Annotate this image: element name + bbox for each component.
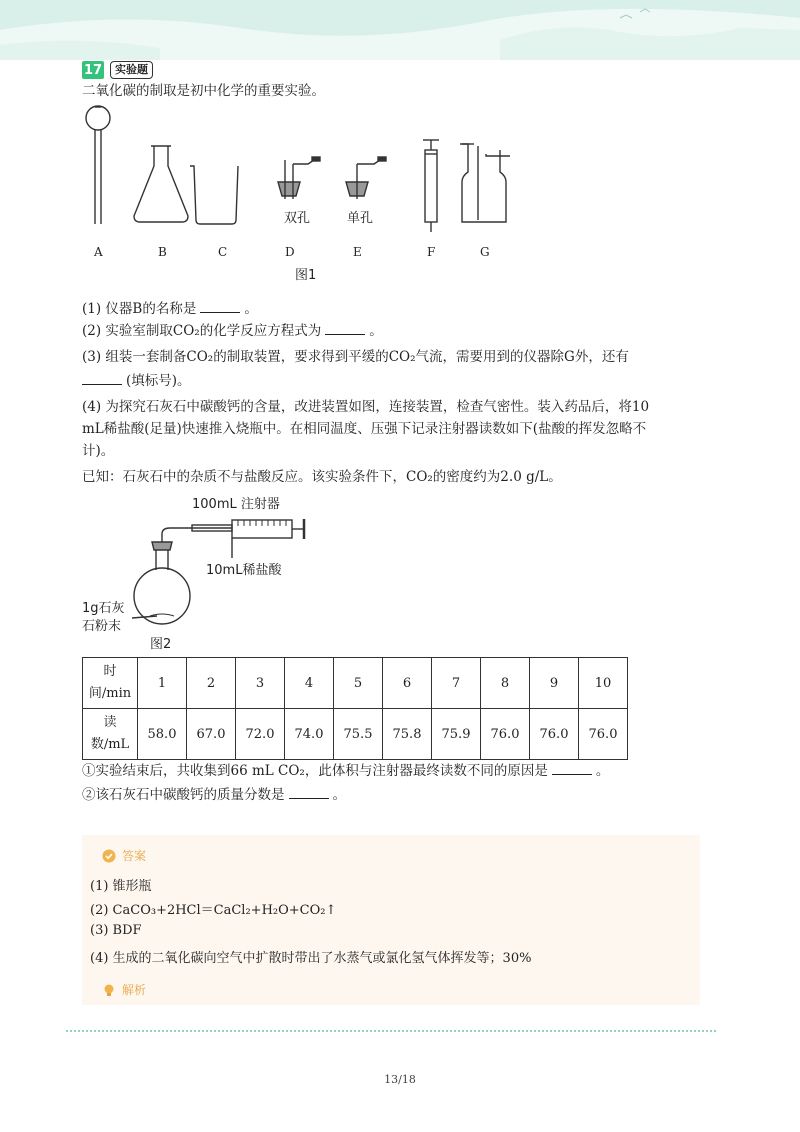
question-4-line-3: 计)。 — [82, 443, 115, 459]
svg-text:A: A — [94, 245, 103, 259]
question-4-line-2: mL稀盐酸(足量)快速推入烧瓶中。在相同温度、压强下记录注射器读数如下(盐酸的挥发忽略不 — [82, 421, 647, 437]
table-header-time: 时 间/min — [83, 658, 138, 709]
table-cell: 6 — [383, 658, 432, 709]
svg-text:F: F — [427, 245, 436, 259]
page-number: 13/18 — [384, 1073, 416, 1086]
sub-question-2: ②该石灰石中碳酸钙的质量分数是 。 — [82, 787, 346, 803]
table-cell: 5 — [334, 658, 383, 709]
sub-question-1: ①实验结束后，共收集到66 mL CO₂，此体积与注射器最终读数不同的原因是 。 — [82, 763, 610, 779]
answer-panel — [82, 835, 700, 1005]
apparatus-a-funnel — [86, 106, 110, 224]
figure-2-apparatus — [82, 488, 342, 653]
answer-blank-3 — [82, 372, 122, 385]
table-cell: 76.0 — [481, 709, 530, 760]
question-2: (2) 实验室制取CO₂的化学反应方程式为 。 — [82, 323, 383, 339]
table-cell: 7 — [432, 658, 481, 709]
question-number: 17 — [83, 62, 103, 78]
question-3-line-1: (3) 组装一套制备CO₂的制取装置，要求得到平缓的CO₂气流，需要用到的仪器除G外，还有 — [82, 349, 629, 365]
svg-text:双孔: 双孔 — [284, 211, 311, 226]
apparatus-e-stopper — [346, 157, 386, 199]
analysis-label: 解析 — [102, 981, 146, 998]
question-3-line-2: (填标号)。 — [82, 370, 191, 392]
answer-line-2: (2) CaCO₃+2HCl＝CaCl₂+H₂O+CO₂↑ — [90, 903, 337, 918]
table-cell: 10 — [579, 658, 628, 709]
table-cell: 3 — [236, 658, 285, 709]
header-banner — [0, 0, 800, 60]
answer-line-3: (3) BDF — [90, 923, 142, 938]
table-cell: 9 — [530, 658, 579, 709]
answer-blank-5 — [289, 786, 329, 799]
table-cell: 8 — [481, 658, 530, 709]
answer-line-4: (4) 生成的二氧化碳向空气中扩散时带出了水蒸气或氯化氢气体挥发等；30% — [90, 951, 532, 966]
table-cell: 67.0 — [187, 709, 236, 760]
table-cell: 74.0 — [285, 709, 334, 760]
svg-text:C: C — [218, 245, 228, 259]
svg-text:B: B — [158, 245, 167, 259]
check-badge-icon — [102, 849, 116, 863]
question-4-line-1: (4) 为探究石灰石中碳酸钙的含量，改进装置如图，连接装置，检查气密性。装入药品后，将10 — [82, 399, 650, 415]
answer-blank-1 — [200, 300, 240, 313]
svg-text:D: D — [285, 245, 295, 259]
question-1: (1) 仪器B的名称是 。 — [82, 301, 258, 317]
table-cell: 76.0 — [530, 709, 579, 760]
apparatus-b-flask — [134, 146, 188, 222]
apparatus-c-beaker — [190, 166, 238, 224]
question-header — [82, 60, 153, 80]
svg-text:E: E — [353, 245, 362, 259]
question-intro: 二氧化碳的制取是初中化学的重要实验。 — [82, 83, 325, 99]
answer-blank-4 — [552, 762, 592, 775]
svg-text:单孔: 单孔 — [347, 211, 374, 226]
table-cell: 58.0 — [138, 709, 187, 760]
known-condition: 已知：石灰石中的杂质不与盐酸反应。该实验条件下，CO₂的密度约为2.0 g/L。 — [82, 469, 562, 485]
svg-text:10mL稀盐酸: 10mL稀盐酸 — [206, 563, 282, 578]
table-cell: 75.8 — [383, 709, 432, 760]
svg-text:1g石灰: 1g石灰 — [82, 601, 125, 616]
svg-text:石粉末: 石粉末 — [82, 619, 122, 634]
lightbulb-icon — [102, 983, 116, 997]
apparatus-d-stopper — [278, 157, 320, 199]
answer-line-1: (1) 锥形瓶 — [90, 879, 152, 894]
table-row — [83, 658, 628, 709]
question-type: 实验题 — [110, 61, 153, 79]
answer-blank-2 — [325, 322, 365, 335]
svg-text:图1: 图1 — [295, 268, 317, 283]
table-cell: 76.0 — [579, 709, 628, 760]
table-row — [83, 709, 628, 760]
svg-text:G: G — [480, 245, 490, 259]
table-cell: 75.9 — [432, 709, 481, 760]
svg-text:100mL 注射器: 100mL 注射器 — [192, 497, 280, 512]
readings-table — [82, 657, 628, 760]
apparatus-f-syringe — [423, 140, 439, 232]
table-cell: 2 — [187, 658, 236, 709]
table-cell: 1 — [138, 658, 187, 709]
svg-text:图2: 图2 — [150, 637, 172, 652]
answer-label: 答案 — [102, 847, 146, 864]
table-cell: 4 — [285, 658, 334, 709]
table-cell: 75.5 — [334, 709, 383, 760]
apparatus-g-jar — [460, 144, 510, 222]
table-header-reading: 读 数/mL — [83, 709, 138, 760]
table-cell: 72.0 — [236, 709, 285, 760]
figure-1-apparatus — [82, 104, 542, 284]
dotted-divider — [66, 1030, 716, 1032]
